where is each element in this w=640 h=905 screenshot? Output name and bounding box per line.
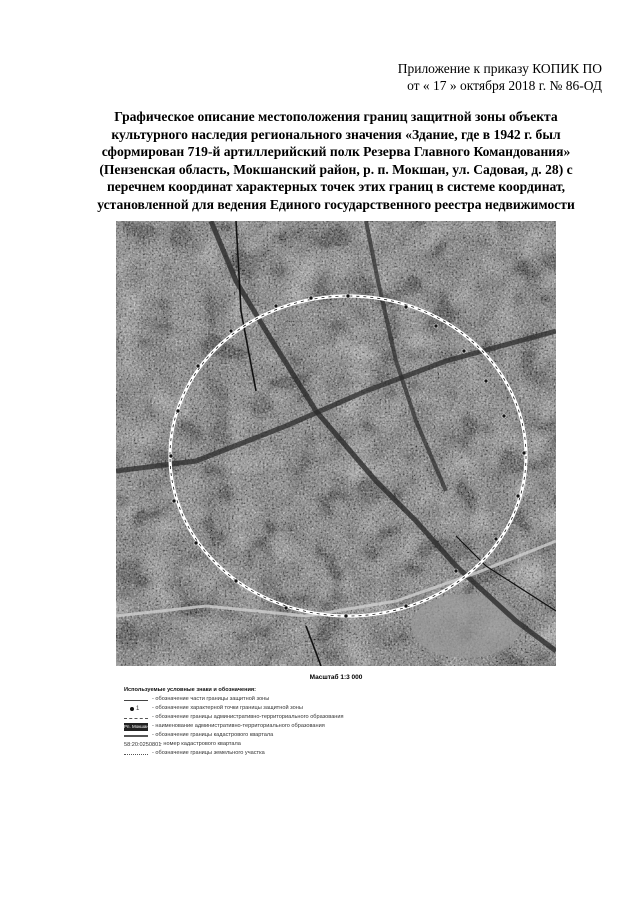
title-line: перечнем координат характерных точек этих границ в системе координат, bbox=[106, 179, 566, 195]
cadastral-number-symbol: 58:20:0250801 bbox=[124, 741, 162, 748]
appendix-line-1: Приложение к приказу КОПИК ПО bbox=[397, 61, 602, 76]
title-line: культурного наследия регионального значения «Здание, где в 1942 г. был bbox=[111, 126, 561, 142]
satellite-map bbox=[116, 221, 556, 666]
legend-item: 58:20:0250801 - номер кадастрового квартала bbox=[124, 741, 241, 748]
legend-item: - обозначение части границы защитной зоны bbox=[124, 695, 424, 704]
pond-area bbox=[411, 594, 521, 658]
zone-boundary-symbol bbox=[124, 696, 150, 704]
legend-item: 1 - обозначение характерной точки границы защитной зоны bbox=[124, 704, 424, 713]
appendix-line-2: от « 17 » октября 2018 г. № 86-ОД bbox=[407, 78, 602, 93]
map-canvas bbox=[116, 221, 556, 666]
title-line: (Пензенская область, Мокшанский район, р. п. Мокшан, ул. Садовая, д. 28) с bbox=[99, 161, 573, 177]
title-line: сформирован 719-й артиллерийский полк Резерва Главного Командования» bbox=[101, 144, 571, 160]
title-line: Графическое описание местоположения границ защитной зоны объекта bbox=[114, 109, 558, 124]
legend-item: - обозначение границы земельного участка bbox=[124, 749, 424, 758]
admin-boundary-symbol bbox=[124, 714, 150, 722]
title-line: установленной для ведения Единого государственного реестра недвижимости bbox=[97, 196, 575, 212]
cadastral-boundary-symbol bbox=[124, 732, 150, 740]
legend-item: - обозначение границы административно-территориального образования bbox=[124, 713, 424, 722]
admin-name-symbol: Рп. Мокшан bbox=[124, 723, 149, 729]
appendix-header bbox=[282, 60, 602, 94]
legend-item: Рп. Мокшан - наименование административно-территориального образования bbox=[124, 723, 325, 729]
characteristic-point-symbol: 1 bbox=[124, 705, 150, 713]
land-plot-boundary-symbol bbox=[124, 750, 150, 758]
document-title bbox=[76, 108, 596, 214]
map-legend bbox=[124, 686, 424, 758]
legend-item: - обозначение границы кадастрового квартала bbox=[124, 731, 424, 740]
legend-heading: Используемые условные знаки и обозначения: bbox=[124, 687, 257, 693]
map-scale-label: Масштаб 1:3 000 bbox=[309, 674, 363, 681]
